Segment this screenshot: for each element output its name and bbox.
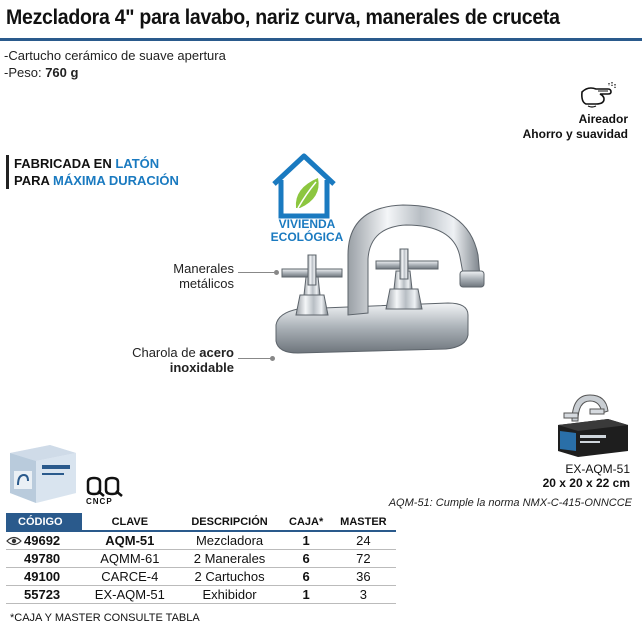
row-code: 49100 xyxy=(6,568,82,586)
table-header-row xyxy=(6,513,396,531)
feature-prefix: - xyxy=(4,48,9,63)
row-master: 36 xyxy=(331,568,396,586)
header-caja: CAJA* xyxy=(281,513,330,531)
row-clave: AQMM-61 xyxy=(82,550,178,568)
fabricada-highlight: LATÓN xyxy=(115,156,160,171)
row-master: 72 xyxy=(331,550,396,568)
header-descripcion: DESCRIPCIÓN xyxy=(178,513,282,531)
table-row xyxy=(6,550,396,568)
aireador-subtitle: Ahorro y suavidad xyxy=(522,127,628,141)
row-master: 24 xyxy=(331,531,396,550)
row-code-cell xyxy=(6,531,82,550)
row-clave: CARCE-4 xyxy=(82,568,178,586)
feature-weight-value: 760 g xyxy=(45,65,79,80)
feature-text: Peso: xyxy=(8,65,46,80)
feature-cartucho xyxy=(4,48,226,63)
display-stand-image xyxy=(554,385,630,457)
norma-note: AQM-51: Cumple la norma NMX-C-415-ONNCCE xyxy=(388,497,632,509)
callout-manerales xyxy=(130,261,234,291)
table-row xyxy=(6,531,396,550)
callout-charola xyxy=(114,345,234,375)
row-clave: EX-AQM-51 xyxy=(82,586,178,604)
product-table xyxy=(6,513,396,604)
table-row xyxy=(6,586,396,604)
header-codigo: CÓDIGO xyxy=(6,513,82,531)
header-master: MASTER xyxy=(331,513,396,531)
callout-manerales-line xyxy=(238,272,276,273)
callout-text-bold: inoxidable xyxy=(169,360,234,375)
fabricada-highlight: MÁXIMA DURACIÓN xyxy=(53,173,179,188)
callout-charola-line xyxy=(238,358,272,359)
row-caja: 6 xyxy=(281,550,330,568)
row-descripcion: Mezcladora xyxy=(178,531,282,550)
callout-text: Charola de xyxy=(132,345,200,360)
faucet-image xyxy=(268,185,508,360)
callout-manerales-dot xyxy=(274,270,279,275)
aireador-label xyxy=(523,112,628,142)
eye-icon[interactable] xyxy=(6,536,22,546)
callout-text: Manerales xyxy=(173,261,234,276)
eco-line-2: ECOLÓGICA xyxy=(270,230,344,244)
cncp-label: CNCP xyxy=(86,497,113,506)
row-descripcion: 2 Cartuchos xyxy=(178,568,282,586)
callout-text: metálicos xyxy=(179,276,234,291)
row-descripcion: 2 Manerales xyxy=(178,550,282,568)
fabricada-accent-bar xyxy=(6,155,9,189)
row-code: 55723 xyxy=(6,586,82,604)
callout-charola-dot xyxy=(270,356,275,361)
fabricada-line-1 xyxy=(14,156,159,171)
page-title: Mezcladora 4" para lavabo, nariz curva, manerales de cruceta xyxy=(6,6,560,29)
feature-text: Cartucho cerámico de suave apertura xyxy=(8,48,226,63)
display-caption xyxy=(543,462,630,490)
row-code: 49780 xyxy=(6,550,82,568)
feature-peso xyxy=(4,65,78,80)
row-code: 49692 xyxy=(24,533,61,548)
fabricada-text: PARA xyxy=(14,173,53,188)
fabricada-line-2 xyxy=(14,173,179,188)
row-caja: 1 xyxy=(281,531,330,550)
row-caja: 1 xyxy=(281,586,330,604)
footnote: *CAJA Y MASTER CONSULTE TABLA xyxy=(10,612,200,624)
table-row xyxy=(6,568,396,586)
display-dimensions: 20 x 20 x 22 cm xyxy=(542,476,630,490)
header-clave: CLAVE xyxy=(82,513,178,531)
row-descripcion: Exhibidor xyxy=(178,586,282,604)
fabricada-text: FABRICADA EN xyxy=(14,156,116,171)
feature-prefix: - xyxy=(4,65,9,80)
row-clave: AQM-51 xyxy=(82,531,178,550)
display-code: EX-AQM-51 xyxy=(565,462,630,476)
row-master: 3 xyxy=(331,586,396,604)
hand-water-icon xyxy=(578,80,618,110)
aireador-title: Aireador xyxy=(578,112,628,126)
product-box-image xyxy=(6,435,78,507)
title-divider xyxy=(0,38,642,41)
eco-line-1: VIVIENDA xyxy=(278,217,336,231)
callout-text-bold: acero xyxy=(199,345,234,360)
row-caja: 6 xyxy=(281,568,330,586)
